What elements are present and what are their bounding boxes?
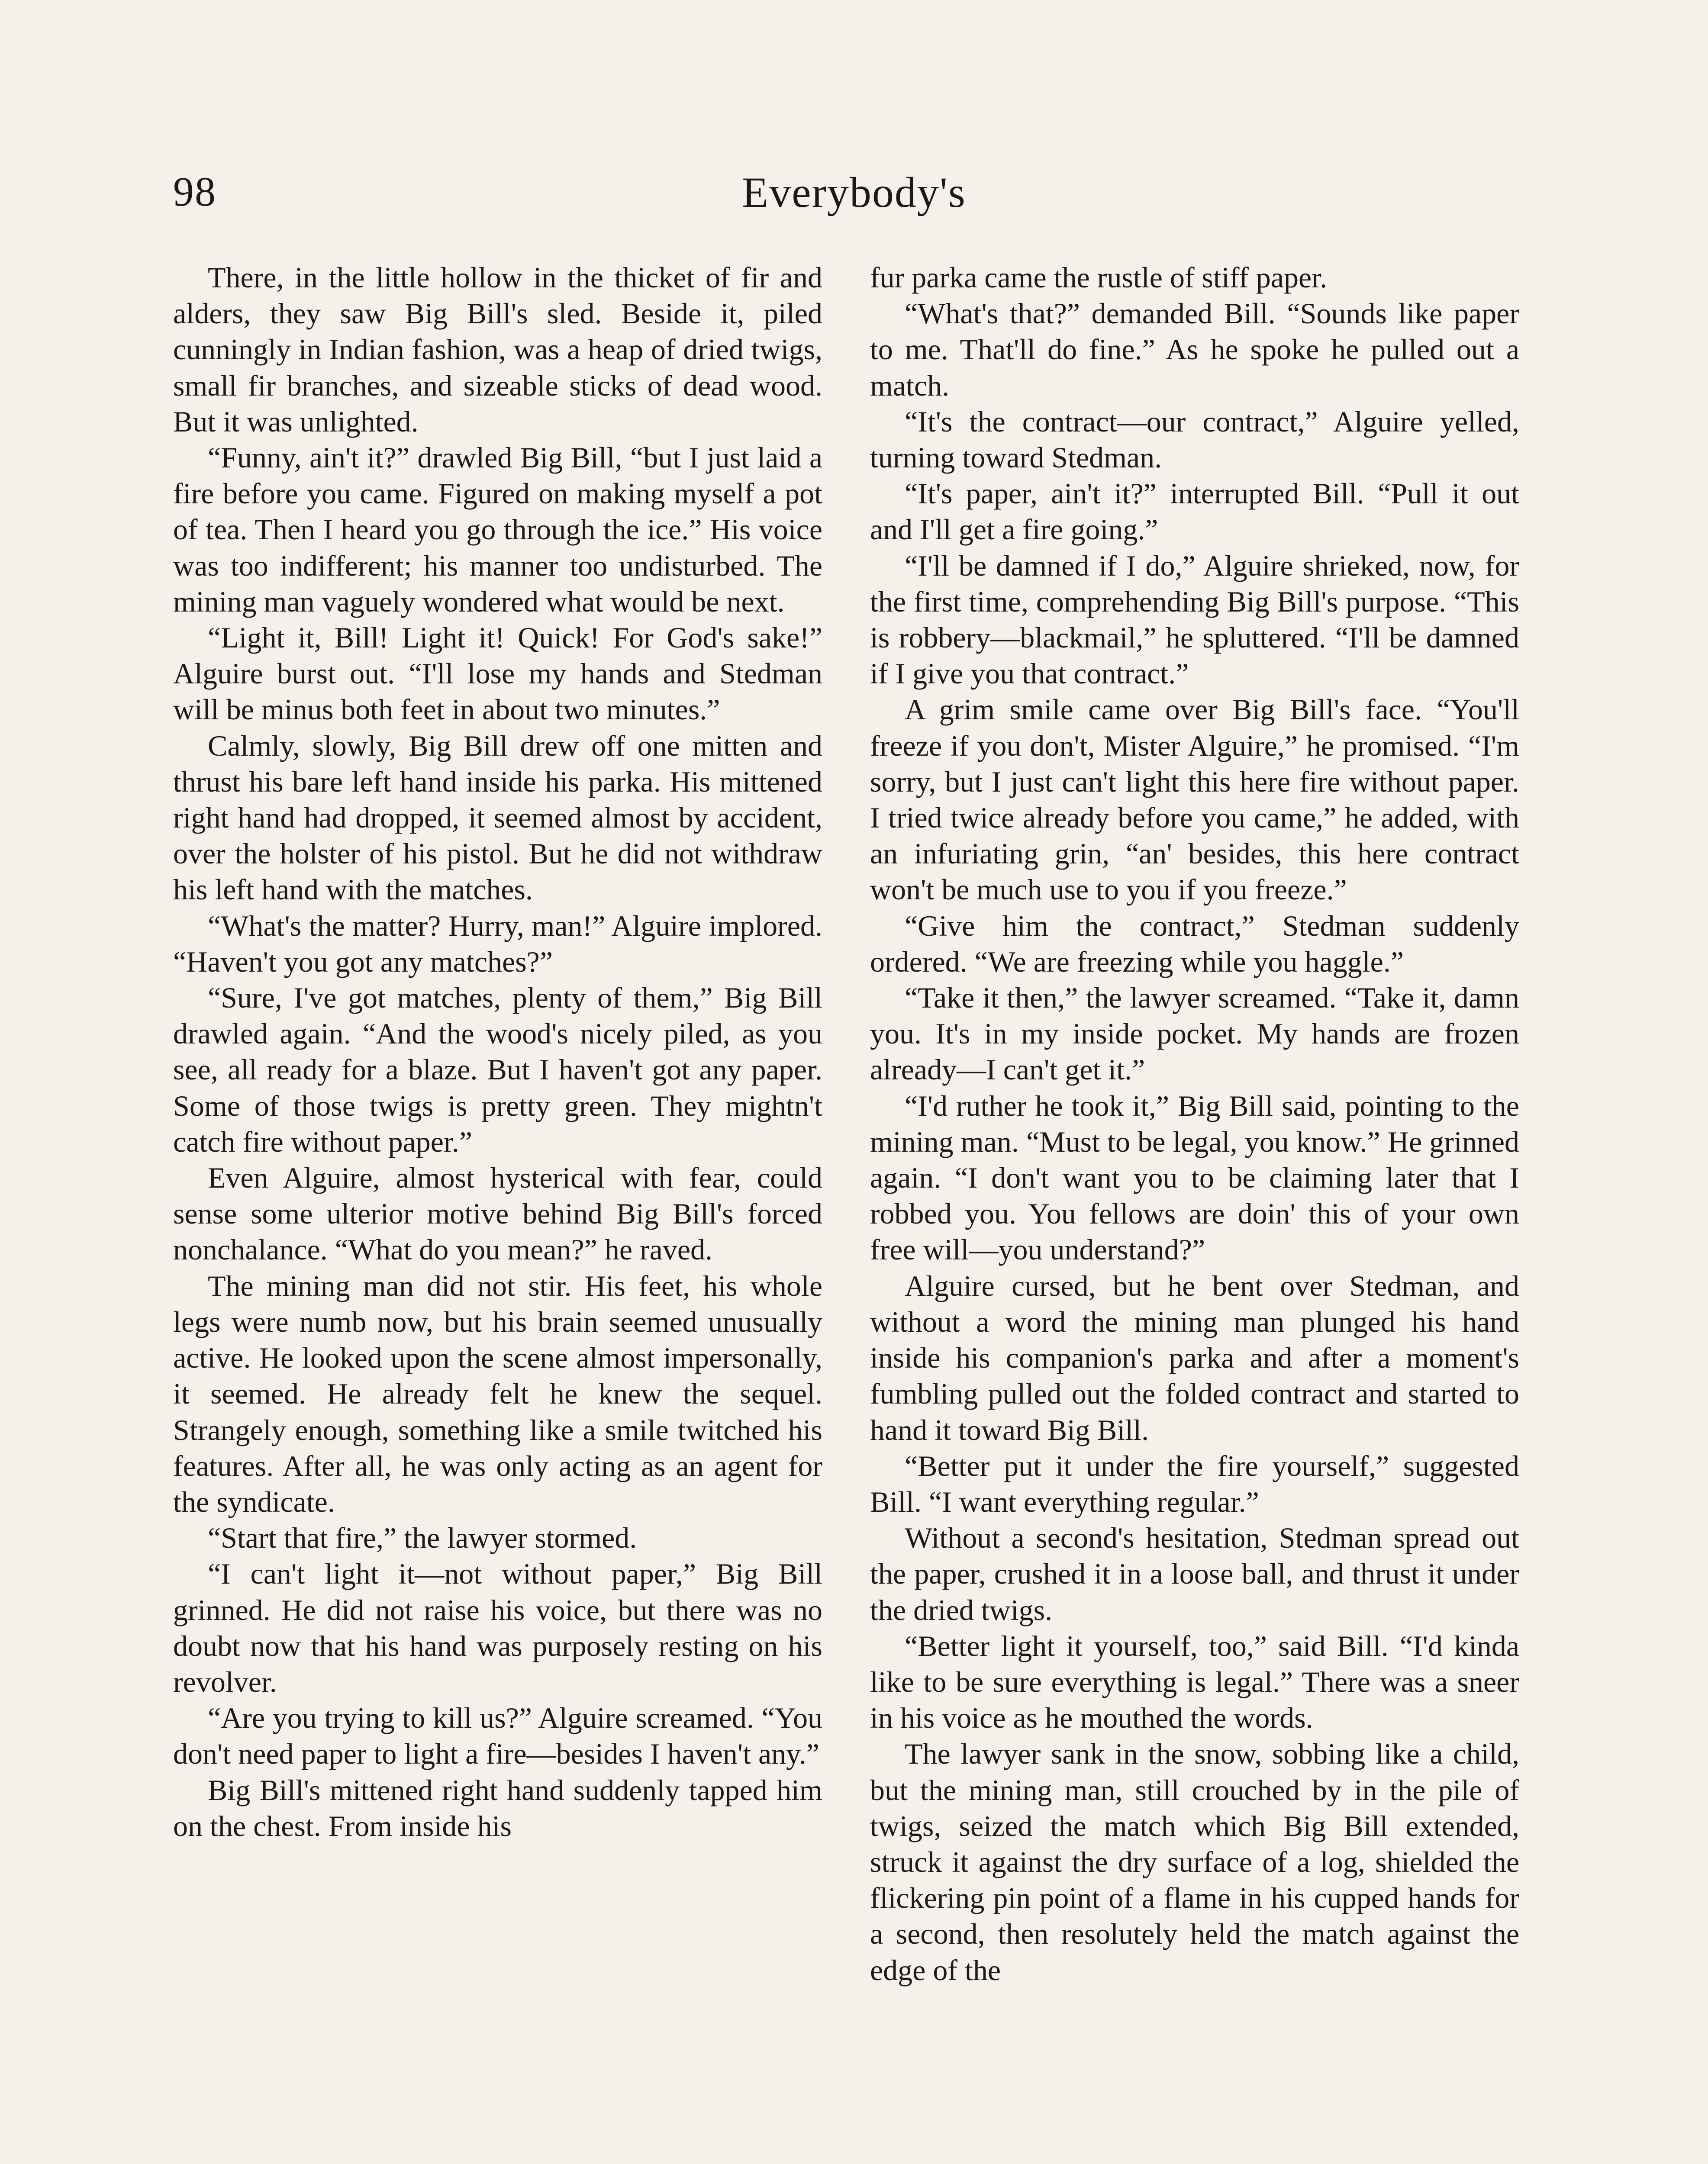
paragraph: Big Bill's mittened right hand suddenly tapped him on the chest. From inside his [173,1773,822,1842]
paragraph: “What's that?” demanded Bill. “Sounds like paper to me. That'll do fine.” As he spoke he pulled out a match. [870,297,1519,402]
paragraph: “It's paper, ain't it?” interrupted Bill. “Pull it out and I'll get a fire going.” [870,477,1519,546]
paragraph: “Give him the contract,” Stedman suddenly ordered. “We are freezing while you haggle.” [870,909,1519,978]
paragraph: Without a second's hesitation, Stedman spread out the paper, crushed it in a loose ball, and thrust it under the dried twigs. [870,1521,1519,1626]
paragraph: Even Alguire, almost hysterical with fear, could sense some ulterior motive behind Big Bill's forced nonchalance. “What do you mean?” he raved. [173,1161,822,1266]
paragraph: Alguire cursed, but he bent over Stedman, and without a word the mining man plunged his hand inside his companion's parka and after a moment's fumbling pulled out the folded contract and started to hand it toward Big Bill. [870,1269,1519,1446]
paragraph: The lawyer sank in the snow, sobbing like a child, but the mining man, still crouched by in the pile of twigs, seized the match which Big Bill extended, struck it against the dry surface of a log, shielded the flickering pin point of a flame in his cupped hands for a second, then resolutely held the match against the edge of the [870,1737,1519,1987]
paragraph: “I'd ruther he took it,” Big Bill said, pointing to the mining man. “Must to be legal, you know.” He grinned again. “I don't want you to be claiming later that I robbed you. You fellows are doin' this of your own free will—you understand?” [870,1089,1519,1266]
running-head: Everybody's [742,168,966,216]
paragraph: There, in the little hollow in the thicket of fir and alders, they saw Big Bill's sled. Beside it, piled cunningly in Indian fashion, was a heap of dried twigs, small fir branches, and sizeable sticks of dead wood. But it was unlighted. [173,261,822,438]
paragraph: “Better put it under the fire yourself,” suggested Bill. “I want everything regular.” [870,1449,1519,1518]
paragraph: “Take it then,” the lawyer screamed. “Take it, damn you. It's in my inside pocket. My hands are frozen already—I can't get it.” [870,981,1519,1086]
paragraph-continuation: fur parka came the rustle of stiff paper. [870,261,1328,294]
paragraph: “It's the contract—our contract,” Alguire yelled, turning toward Stedman. [870,405,1519,474]
paragraph: A grim smile came over Big Bill's face. “You'll freeze if you don't, Mister Alguire,” he promised. “I'm sorry, but I just can't light this here fire without paper. I tried twice already before you came,” he added, with an infuriating grin, “an' besides, this here contract won't be much use to you if you freeze.” [870,693,1519,906]
paragraph: Calmly, slowly, Big Bill drew off one mitten and thrust his bare left hand inside his parka. His mittened right hand had dropped, it seemed almost by accident, over the holster of his pistol. But he did not withdraw his left hand with the matches. [173,729,822,906]
paragraph: The mining man did not stir. His feet, his whole legs were numb now, but his brain seemed unusually active. He looked upon the scene almost impersonally, it seemed. He already felt he knew the sequel. Strangely enough, something like a smile twitched his features. After all, he was only acting as an agent for the syndicate. [173,1269,822,1518]
paragraph: “Sure, I've got matches, plenty of them,” Big Bill drawled again. “And the wood's nicely piled, as you see, all ready for a blaze. But I haven't got any paper. Some of those twigs is pretty green. They mightn't catch fire without paper.” [173,981,822,1158]
paragraph: “I'll be damned if I do,” Alguire shrieked, now, for the first time, comprehending Big Bill's purpose. “This is robbery—blackmail,” he spluttered. “I'll be damned if I give you that contract.” [870,549,1519,690]
left-column [173,260,822,2164]
paragraph: “Start that fire,” the lawyer stormed. [208,1521,637,1555]
paragraph: “Better light it yourself, too,” said Bill. “I'd kinda like to be sure everything is legal.” There was a sneer in his voice as he mouthed the words. [870,1629,1519,1735]
page-number: 98 [173,168,216,215]
paragraph: “Light it, Bill! Light it! Quick! For God's sake!” Alguire burst out. “I'll lose my hands and Stedman will be minus both feet in about two minutes.” [173,621,822,726]
paragraph: “I can't light it—not without paper,” Big Bill grinned. He did not raise his voice, but there was no doubt now that his hand was purposely resting on his revolver. [173,1557,822,1698]
paragraph: “What's the matter? Hurry, man!” Alguire implored. “Haven't you got any matches?” [173,909,822,978]
paragraph: “Are you trying to kill us?” Alguire screamed. “You don't need paper to light a fire—besides I haven't any.” [173,1701,822,1771]
paragraph: “Funny, ain't it?” drawled Big Bill, “but I just laid a fire before you came. Figured on making myself a pot of tea. Then I heard you go through the ice.” His voice was too indifferent; his manner too undisturbed. The mining man vaguely wondered what would be next. [173,441,822,618]
right-column [870,260,1519,2164]
